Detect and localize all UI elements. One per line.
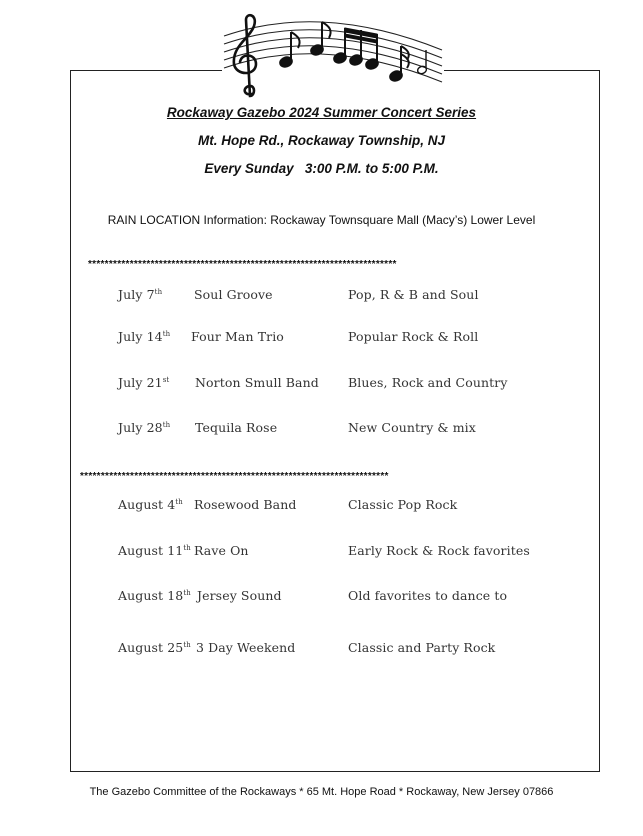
music-genre: Pop, R & B and Soul bbox=[348, 287, 479, 302]
band-name: 3 Day Weekend bbox=[196, 640, 296, 655]
concert-date: July 28th bbox=[118, 420, 171, 435]
band-name: Rosewood Band bbox=[194, 497, 297, 512]
rain-location-info: RAIN LOCATION Information: Rockaway Townsquare Mall (Macy’s) Lower Level bbox=[107, 213, 536, 227]
band-name: Norton Smull Band bbox=[195, 375, 319, 390]
separator-august: ************************************************************************** bbox=[80, 471, 389, 482]
schedule-time: Every Sunday 3:00 P.M. to 5:00 P.M. bbox=[204, 161, 439, 176]
music-genre: Popular Rock & Roll bbox=[348, 329, 479, 344]
concert-date: August 25th bbox=[118, 640, 191, 655]
concert-date: August 18th bbox=[118, 588, 191, 603]
music-note-icon bbox=[279, 32, 300, 68]
music-note-icon bbox=[417, 50, 428, 75]
band-name: Jersey Sound bbox=[197, 588, 282, 603]
band-name: Four Man Trio bbox=[191, 329, 284, 344]
music-notes-graphic bbox=[222, 10, 444, 102]
music-genre: Classic Pop Rock bbox=[348, 497, 458, 512]
band-name: Soul Groove bbox=[194, 287, 273, 302]
music-genre: Blues, Rock and Country bbox=[348, 375, 508, 390]
music-genre: Old favorites to dance to bbox=[348, 588, 508, 603]
music-genre: Classic and Party Rock bbox=[348, 640, 496, 655]
concert-series-title: Rockaway Gazebo 2024 Summer Concert Series bbox=[166, 105, 477, 120]
concert-date: August 11th bbox=[118, 543, 191, 558]
concert-date: August 4th bbox=[118, 497, 183, 512]
music-genre: Early Rock & Rock favorites bbox=[348, 543, 530, 558]
concert-date: July 21st bbox=[118, 375, 170, 390]
footer-address: The Gazebo Committee of the Rockaways * 65 Mt. Hope Road * Rockaway, New Jersey 07866 bbox=[89, 786, 554, 798]
beamed-notes-icon bbox=[333, 28, 379, 70]
concert-date: July 7th bbox=[118, 287, 163, 302]
separator-july: ************************************************************************** bbox=[88, 259, 397, 270]
concert-date: July 14th bbox=[118, 329, 171, 344]
venue-address: Mt. Hope Rd., Rockaway Township, NJ bbox=[197, 133, 446, 148]
band-name: Rave On bbox=[194, 543, 249, 558]
music-note-icon bbox=[310, 22, 331, 56]
band-name: Tequila Rose bbox=[195, 420, 278, 435]
music-genre: New Country & mix bbox=[348, 420, 476, 435]
